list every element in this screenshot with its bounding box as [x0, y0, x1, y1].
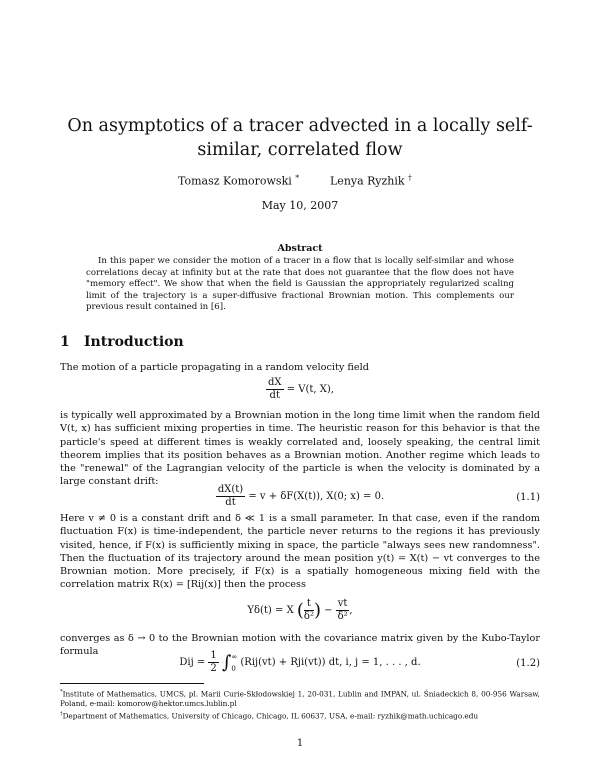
paragraph-2: is typically well approximated by a Brownian motion in the long time limit when the random field V(t, x) has sufficient mixing properties in time. The heuristic reason for this behavior is that the particle's speed at different times is weakly correlated and, loosely speaking, the central limit theorem implies that its position behaves as a Brownian motion. Another regime which leads to the "renewal" of the Lagrangian velocity of the particle is when the velocity is dominated by a large constant drift:	[60, 410, 540, 488]
footnote-2	[60, 709, 540, 721]
equation-1-2: Dij = $\frac{1}{2}$ ∫ ∞ 0 (Rij(vt) + Rji(vt)) dt, i, j = 1, . . . , d. (1.2)	[179, 650, 540, 674]
footnote-1	[60, 687, 540, 709]
fraction-dx-dt: $\frac{dX}{dt}$	[268, 377, 282, 401]
footnote-2-text: Department of Mathematics, University of Chicago, Chicago, IL 60637, USA, e-mail: ryzhik@math.uchicago.edu	[62, 711, 479, 721]
integral-lower: 0	[231, 664, 236, 673]
abstract-heading: Abstract	[277, 243, 323, 254]
footnote-rule	[60, 683, 204, 684]
footnote-1-text: Institute of Mathematics, UMCS, pl. Marii Curie-Skłodowskiej 1, 20-031, Lublin and IMPAN, ul. Śniadeckich 8, 00-956 Warsaw, Poland, e-mail: komorow@hektor.umcs.lublin.pl	[60, 689, 540, 709]
section-heading	[60, 334, 184, 350]
author-1	[178, 173, 299, 188]
paragraph-4: converges as δ → 0 to the Brownian motion with the covariance matrix given by the Kubo-Taylor formula	[60, 633, 540, 658]
paragraph-3: Here v ≠ 0 is a constant drift and δ ≪ 1 is a small parameter. In that case, even if the random fluctuation F(x) is time-independent, the particle never returns to the regions it has previously visited, hence, if F(x) is sufficiently mixing in space, the particle "always sees new randomness". Then the fluctuation of its trajectory around the mean position y(t) = X(t) − vt converges to the Brownian motion. More precisely, if F(x) is a spatially homogeneous mixing field with the correlation matrix R(x) = [Rij(x)] then the process	[60, 513, 540, 591]
author-2	[330, 173, 412, 188]
author-2-mark: †	[408, 173, 412, 182]
equation-tag-1-1: (1.1)	[516, 492, 540, 503]
abstract-text: In this paper we consider the motion of a tracer in a flow that is locally self-similar and whose correlations decay at infinity but at the rate that does not guarantee that the flow does not have "memory effect". We show that when the field is Gaussian the appropriately regularized scaling limit of the trajectory is a super-diffusive fractional Brownian motion. This complements our previous result contained in [6].	[86, 256, 514, 313]
paper-date: May 10, 2007	[261, 199, 339, 212]
integral-upper: ∞	[231, 652, 238, 661]
page-number: 1	[296, 738, 304, 749]
author-1-mark: *	[295, 173, 300, 182]
fraction-dxt-dt: $\frac{dX(t)}{dt}$	[217, 484, 244, 508]
equation-tag-1-2: (1.2)	[516, 658, 540, 669]
equation-1-1: $\frac{dX(t)}{dt}$ = v + δF(X(t)), X(0; x) = 0. (1.1)	[217, 484, 540, 508]
paper-title: On asymptotics of a tracer advected in a locally self-similar, correlated flow	[67, 116, 533, 160]
fraction-t-delta: $\frac{t}{\text{δ²}}$	[303, 598, 314, 622]
fraction-one-half: $\frac{1}{2}$	[210, 650, 217, 674]
equation-velocity: $\frac{dX}{dt}$ = V(t, X),	[268, 377, 334, 401]
equation-process: Yδ(t) = X ( $\frac{t}{\text{δ²}}$ ) − $\frac{vt}{\text{δ²}}$ ,	[247, 598, 353, 622]
author-1-name: Tomasz Komorowski	[178, 174, 292, 188]
paragraph-1: The motion of a particle propagating in a random velocity field	[60, 362, 369, 373]
fraction-vt-delta: $\frac{vt}{\text{δ²}}$	[337, 598, 348, 622]
integral-sign: ∫	[221, 652, 232, 673]
section-number: 1	[60, 334, 70, 350]
footnote-1-mark: *	[60, 689, 63, 695]
footnote-2-mark: †	[60, 711, 63, 717]
section-title: Introduction	[84, 334, 184, 350]
author-2-name: Lenya Ryzhik	[330, 174, 405, 188]
